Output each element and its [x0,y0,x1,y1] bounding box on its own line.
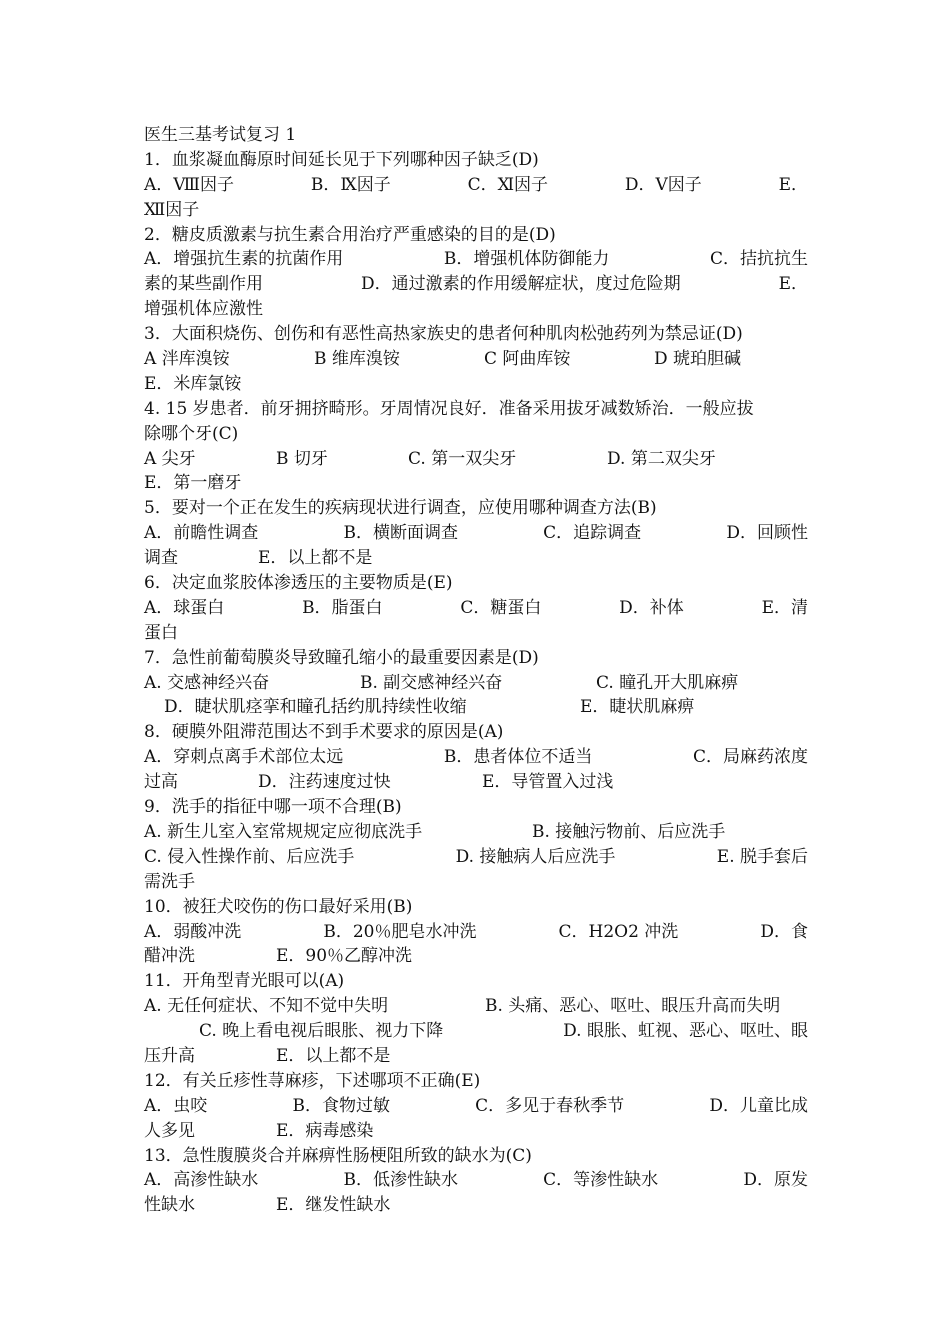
option: D. 第二双尖牙 [607,448,716,469]
option: A 泮库溴铵 [144,349,230,370]
question-6: 6．决定血浆胶体渗透压的主要物质是(E) [144,573,453,594]
option: D．回顾性 [726,523,808,544]
question-4-continued: 除哪个牙(C) [144,423,239,444]
option: A．球蛋白 [144,597,225,618]
option: A. 新生儿室入室常规规定应彻底洗手 [144,821,423,842]
options-line [144,1119,808,1144]
option: C．多见于春秋季节 [475,1095,625,1116]
options-line [144,521,808,546]
option: A．高渗性缺水 [144,1170,259,1191]
option: D．原发 [743,1170,808,1191]
options-line [144,1094,808,1119]
option: E．病毒感染 [276,1120,374,1141]
options-line [144,1193,808,1218]
option: E. 脱手套后 [716,846,808,867]
question-11: 11．开角型青光眼可以(A) [144,971,345,992]
options-line [144,297,808,322]
options-line [144,347,808,372]
question-8: 8．硬膜外阻滞范围达不到手术要求的原因是(A) [144,722,504,743]
question-4: 4. 15 岁患者．前牙拥挤畸形。牙周情况良好．准备采用拔牙减数矫治．一般应拔 [144,398,754,419]
option: 需洗手 [144,871,195,892]
option: C．拮抗抗生 [709,249,808,270]
option: A 尖牙 [144,448,196,469]
option: C．等渗性缺水 [543,1170,659,1191]
option: A．Ⅷ因子 [144,174,235,195]
option: A．前瞻性调查 [144,523,259,544]
options-line [144,272,808,297]
options-line [144,695,808,720]
option: B. 接触污物前、后应洗手 [532,821,726,842]
question-2: 2．糖皮质激素与抗生素合用治疗严重感染的目的是(D) [144,224,556,245]
option: D 琥珀胆碱 [654,349,742,370]
option: B．脂蛋白 [302,597,383,618]
question-1: 1．血浆凝血酶原时间延长见于下列哪种因子缺乏(D) [144,149,539,170]
option: B．增强机体防御能力 [443,249,610,270]
option: E．睫状肌麻痹 [580,697,695,718]
question-9: 9．洗手的指征中哪一项不合理(B) [144,797,402,818]
options-line [144,994,808,1019]
option: 性缺水 [144,1195,195,1216]
option: 人多见 [144,1120,195,1141]
question-3: 3．大面积烧伤、创伤和有恶性高热家族史的患者何种肌肉松弛药列为禁忌证(D) [144,324,743,345]
options-line [144,671,808,696]
option: A．弱酸冲洗 [144,921,242,942]
question-5: 5．要对一个正在发生的疾病现状进行调查，应使用哪种调查方法(B) [144,498,657,519]
option: E．清 [761,597,808,618]
options-line [144,546,808,571]
option: C．Ⅺ因子 [467,174,549,195]
options-line [144,1019,808,1044]
option: 压升高 [144,1045,195,1066]
option: E． [778,174,808,195]
option: B 切牙 [276,448,328,469]
option: A. 交感神经兴奋 [144,672,270,693]
option: D．儿童比成 [709,1095,808,1116]
option: B. 头痛、恶心、呕吐、眼压升高而失明 [485,996,781,1017]
option: E．米库氯铵 [144,373,242,394]
option: D. 眼胀、虹视、恶心、呕吐、眼 [563,1021,808,1042]
option: A. 无任何症状、不知不觉中失明 [144,996,389,1017]
option: D．食 [760,921,808,942]
option: B．20％肥皂水冲洗 [323,921,477,942]
option: A．穿刺点离手术部位太远 [144,747,344,768]
option: D．通过激素的作用缓解症状，度过危险期 [360,274,681,295]
option: C. 第一双尖牙 [408,448,517,469]
options-line [144,596,808,621]
option: E．以上都不是 [276,1045,391,1066]
option: 调查 [144,548,178,569]
options-line [144,1044,808,1069]
option: Ⅻ因子 [144,199,200,220]
option: C．糖蛋白 [460,597,542,618]
option: C．H2O2 冲洗 [558,921,679,942]
option: 蛋白 [144,622,178,643]
options-line [144,198,808,223]
option: E．第一磨牙 [144,473,242,494]
option: B．患者体位不适当 [443,747,593,768]
option: 醋冲洗 [144,946,195,967]
option: D．睫状肌痉挛和瞳孔括约肌持续性收缩 [164,697,467,718]
options-line [144,745,808,770]
options-line [144,770,808,795]
options-line [144,372,808,397]
document-title: 医生三基考试复习 1 [144,125,297,145]
option: D．补体 [619,597,684,618]
options-line [144,621,808,646]
option: D. 接触病人后应洗手 [455,846,616,867]
option: B．食物过敏 [292,1095,390,1116]
option: A．虫咬 [144,1095,208,1116]
option: A．增强抗生素的抗菌作用 [144,249,344,270]
option: C. 侵入性操作前、后应洗手 [144,846,355,867]
option: B 维库溴铵 [314,349,400,370]
option: E．继发性缺水 [276,1195,391,1216]
question-10: 10．被狂犬咬伤的伤口最好采用(B) [144,896,413,917]
question-13: 13．急性腹膜炎合并麻痹性肠梗阻所致的缺水为(C) [144,1145,532,1166]
options-line [144,920,808,945]
options-line [144,173,808,198]
option: E． [778,274,808,295]
option: B．Ⅸ因子 [310,174,391,195]
option: D．注药速度过快 [258,772,391,793]
option: E．以上都不是 [258,548,373,569]
option: C 阿曲库铵 [484,349,571,370]
question-12: 12．有关丘疹性荨麻疹，下述哪项不正确(E) [144,1070,481,1091]
option: E．导管置入过浅 [482,772,614,793]
options-line [144,471,808,496]
option: C. 瞳孔开大肌麻痹 [596,672,739,693]
options-line [144,845,808,870]
options-line [144,820,808,845]
option: B．横断面调查 [343,523,458,544]
option: B．低渗性缺水 [343,1170,458,1191]
question-7: 7．急性前葡萄膜炎导致瞳孔缩小的最重要因素是(D) [144,647,539,668]
option: C. 晚上看电视后眼胀、视力下降 [199,1021,444,1042]
options-line [144,870,808,895]
option: C．追踪调查 [543,523,642,544]
options-line [144,1168,808,1193]
option: 素的某些副作用 [144,274,263,295]
options-line [144,944,808,969]
option: 过高 [144,772,178,793]
document-page [144,123,808,1218]
options-line [144,247,808,272]
option: E．90％乙醇冲洗 [276,946,413,967]
option: D．Ⅴ因子 [624,174,702,195]
option: B. 副交感神经兴奋 [360,672,503,693]
option: 增强机体应激性 [144,299,263,320]
options-line [144,447,808,472]
option: C．局麻药浓度 [692,747,808,768]
